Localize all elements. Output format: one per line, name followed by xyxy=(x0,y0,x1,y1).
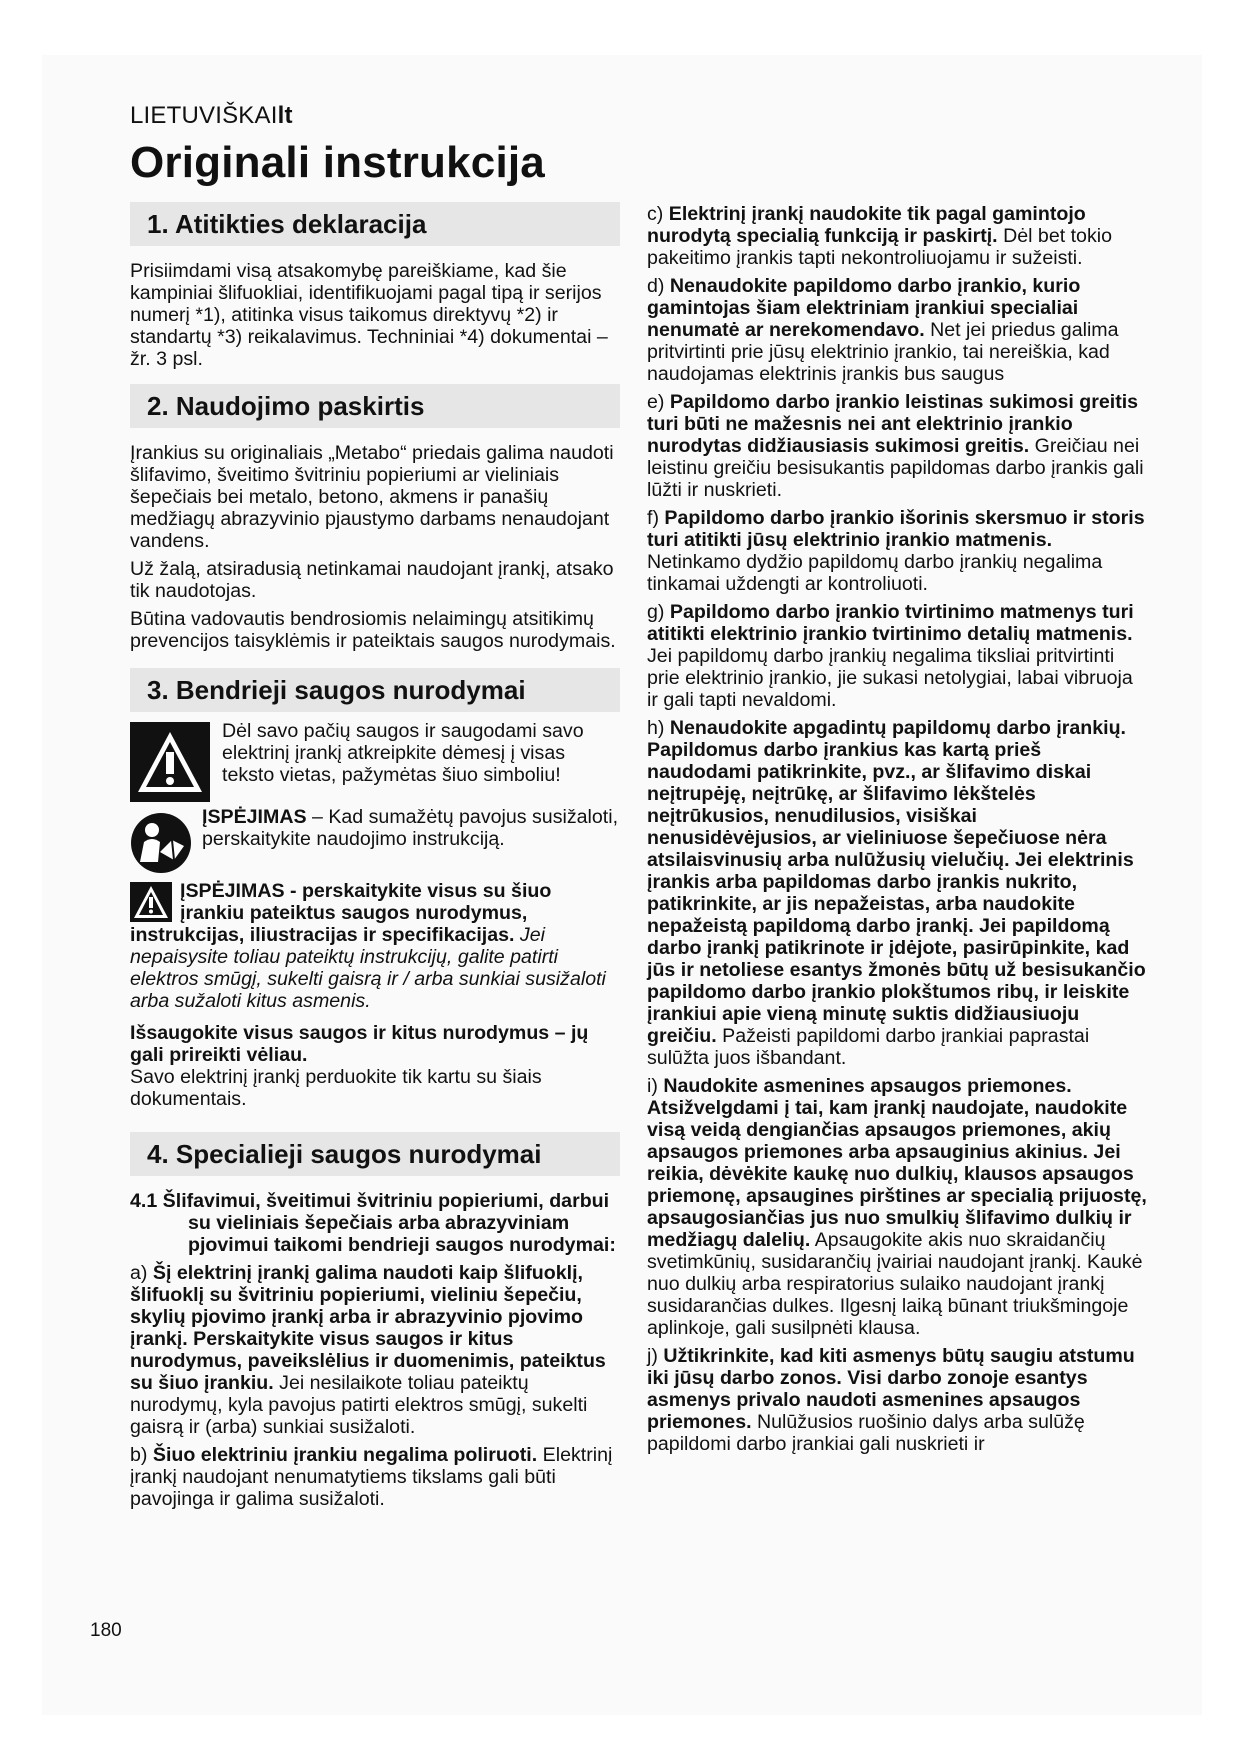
warning-small-icon xyxy=(130,882,172,922)
general-warning-block xyxy=(130,880,620,1012)
attention-text: Dėl savo pačių saugos ir saugodami savo elektrinį įrankį atkreipkite dėmesį į visas teksto vietas, pažymėtas šiuo simboliu! xyxy=(222,720,584,786)
item-i: i) Naudokite asmenines apsaugos priemones. Atsižvelgdami į tai, kam įrankį naudojate, naudokite visą veidą dengiančias apsaugos priemones, akių apsaugos priemones arba apsauginius akinius. Jei reikia, dėvėkite kaukę nuo dulkių, klausos apsaugos priemonę, apsaugines pirštines ar specialią prijuostę, apsaugosiančias jus nuo smulkių šlifavimo dulkių ir medžiagų dalelių. Apsaugokite akis nuo skraidančių svetimkūnių, susidarančių įvairiai naudojant įrankį. Kaukė nuo dulkių arba respiratorius sulaiko naudojant įrankį susidarančias dulkes. Ilgesnį laiką būnant triukšmingoje aplinkoje, gali susilpnėti klausa. xyxy=(647,1075,1147,1339)
item-a: a) Šį elektrinį įrankį galima naudoti kaip šlifuoklį, šlifuoklį su švitriniu popieriumi, vieliniu šepečiu, skylių pjovimo įrankį arba ir abrazyvinio pjovimo įrankį. Perskaitykite visus saugos ir kitus nurodymus, paveikslėlius ir duomenimis, pateiktus su šiuo įrankiu. Jei nesilaikote toliau pateiktų nurodymų, kyla pavojus patirti elektros smūgį, sukelti gaisrą ir (arba) sunkiai susižaloti. xyxy=(130,1262,606,1438)
warning-label: ĮSPĖJIMAS xyxy=(202,806,307,828)
item-f: f) Papildomo darbo įrankio išorinis skersmuo ir storis turi atitikti jūsų elektrinio įrankio matmenis. Netinkamo dydžio papildomų darbo įrankių negalima tinkamai uždengti ar kontroliuoti. xyxy=(647,507,1145,595)
left-column xyxy=(130,202,620,1516)
liability-text: Už žalą, atsiradusią netinkamai naudojant įrankį, atsako tik naudotojas. xyxy=(130,558,614,602)
item-j: j) Užtikrinkite, kad kiti asmenys būtų saugiu atstumu iki jūsų darbo zonos. Visi darbo zonoje esantys asmenys privalo naudoti asmenines apsaugos priemones. Nulūžusios ruošinio dalys arba sulūžę papildomi darbo įrankiai gali nuskrieti ir xyxy=(647,1345,1135,1455)
right-column xyxy=(647,203,1147,1461)
section-heading-4: 4. Specialieji saugos nurodymai xyxy=(130,1132,620,1176)
item-g: g) Papildomo darbo įrankio tvirtinimo matmenys turi atitikti elektrinio įrankio tvirtinimo detalių matmenis. Jei papildomų darbo įrankių negalima tiksliai pritvirtinti prie elektrinio įrankio, jie sukasi netolygiai, labai vibruoja ir gali tapti nevaldomi. xyxy=(647,601,1134,711)
item-h: h) Nenaudokite apgadintų papildomų darbo įrankių. Papildomus darbo įrankius kas kartą prieš naudodami patikrinkite, pvz., ar šlifavimo diskai neįtrupėję, neįtrūkę, ar šlifavimo lėkštelės neįtrūkusios, nenudilusios, visiškai nenusidėvėjusios, ar vieliniuose šepečiuose nėra atsilaisvinusių arba nulūžusių vielučių. Jei elektrinis įrankis arba papildomas darbo įrankis nukrito, patikrinkite, ar jis nepažeistas, arba naudokite nepažeistą papildomą darbo įrankį. Jei papildomą darbo įrankį patikrinote ir įdėjote, pasirūpinkite, kad jūs ir netoliese esantys žmonės būtų už besisukančio papildomo darbo įrankio plokštumos ribų, ir leiskite įrankiui apie vieną minutę suktis didžiausiuoju greičiu. Pažeisti papildomi darbo įrankiai paprastai sulūžta juos išbandant. xyxy=(647,717,1146,1069)
language-label: LIETUVIŠKAIlt xyxy=(130,102,293,129)
warning-triangle-icon xyxy=(130,722,210,802)
item-e: e) Papildomo darbo įrankio leistinas sukimosi greitis turi būti ne mažesnis nei ant elektrinio įrankio nurodytas didžiausiasis sukimosi greitis. Greičiau nei leistinu greičiu besisukantis papildomas darbo įrankis gali lūžti ir nuskrieti. xyxy=(647,391,1144,501)
item-c: c) Elektrinį įrankį naudokite tik pagal gamintojo nurodytą specialią funkciją ir paskirtį. Dėl bet tokio pakeitimo įrankis tapti nekontroliuojamu ir sužeisti. xyxy=(647,203,1112,269)
intended-use-text: Įrankius su originaliais „Metabo“ priedais galima naudoti šlifavimo, šveitimo švitriniu popieriumi ar vieliniais šepečiais bei metalo, betono, akmens ir panašių medžiagų abrazyvinio pjaustymo darbams nenaudojant vandens. xyxy=(130,442,614,552)
item-b: b) Šiuo elektriniu įrankiu negalima poliruoti. Elektrinį įrankį naudojant nenumatytiems tikslams gali būti pavojinga ir galima susižaloti. xyxy=(130,1444,613,1510)
subsection-heading-4-1: 4.1 Šlifavimui, šveitimui švitriniu popieriumi, darbui su vieliniais šepečiais arba abrazyviniam pjovimui taikomi bendrieji saugos nurodymai: xyxy=(130,1190,616,1256)
section-heading-1: 1. Atitikties deklaracija xyxy=(130,202,620,246)
general-warning-text: ĮSPĖJIMAS - perskaitykite visus su šiuo įrankiu pateiktus saugos nurodymus, instrukcijas, iliustracijas ir specifikacijas. Jei nepaisysite toliau pateiktų instrukcijų, galite patirti elektros smūgį, sukelti gaisrą ir / arba sunkiai susižaloti arba sužaloti kitus asmenis. xyxy=(130,880,606,1012)
section-heading-3: 3. Bendrieji saugos nurodymai xyxy=(130,668,620,712)
prevention-text: Būtina vadovautis bendrosiomis nelaimingų atsitikimų prevencijos taisyklėmis ir pateiktais saugos nurodymais. xyxy=(130,608,616,652)
item-d: d) Nenaudokite papildomo darbo įrankio, kurio gamintojas šiam elektriniam įrankiui specialiai nenumatė ar nerekomendavo. Net jei priedus galima pritvirtinti prie jūsų elektrinio įrankio, tai nereiškia, kad naudojamas elektrinis įrankis bus saugus xyxy=(647,275,1119,385)
keep-instructions-text: Išsaugokite visus saugos ir kitus nurodymus – jų gali prireikti vėliau. Savo elektrinį įrankį perduokite tik kartu su šiais dokumentais. xyxy=(130,1022,589,1110)
read-manual-icon xyxy=(130,812,192,874)
page-title: Originali instrukcija xyxy=(130,138,545,187)
attention-row xyxy=(130,720,620,802)
language-code: lt xyxy=(277,102,293,129)
read-manual-row xyxy=(130,806,620,874)
declaration-text: Prisiimdami visą atsakomybę pareiškiame, kad šie kampiniai šlifuokliai, identifikuojami pagal tipą ir serijos numerį *1), atitinka visus taikomus direktyvų *2) ir standartų *3) reikalavimus. Techniniai *4) dokumentai – žr. 3 psl. xyxy=(130,260,608,370)
read-manual-text: ĮSPĖJIMAS – Kad sumažėtų pavojus susižaloti, perskaitykite naudojimo instrukciją. xyxy=(202,806,619,850)
page-number: 180 xyxy=(90,1620,122,1641)
section-heading-2: 2. Naudojimo paskirtis xyxy=(130,384,620,428)
